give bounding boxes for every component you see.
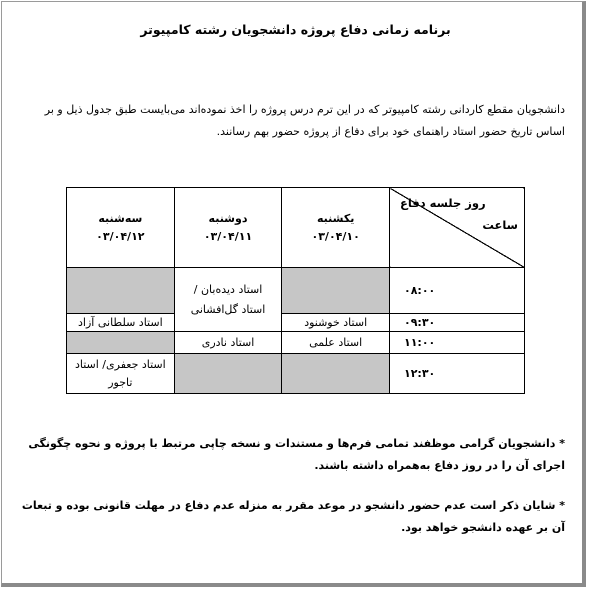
empty-slot <box>67 268 175 314</box>
table-corner-cell <box>390 188 525 268</box>
table-row <box>67 332 525 354</box>
slot-cell <box>174 268 282 332</box>
day-header-monday <box>174 188 282 268</box>
table-header-row <box>67 188 525 268</box>
time-slot: ۱۲:۳۰ <box>390 354 525 394</box>
day-name: دوشنبه <box>208 211 248 225</box>
empty-slot <box>174 354 282 394</box>
slot-cell: استاد خوشنود <box>282 314 390 332</box>
note-absence: * شایان ذکر است عدم حضور دانشجو در موعد مقرر به منزله عدم دفاع در مهلت قانونی بوده و تبعات آن بر عهده دانشجو خواهد بود. <box>21 499 565 534</box>
day-name: یکشنبه <box>316 211 355 225</box>
day-date: ۰۳/۰۴/۱۰ <box>311 229 360 243</box>
day-date: ۰۳/۰۴/۱۱ <box>203 229 253 243</box>
slot-cell: استاد نادری <box>174 332 282 354</box>
time-slot: ۱۱:۰۰ <box>390 332 525 354</box>
slot-cell <box>67 354 175 394</box>
defense-schedule-table <box>66 187 525 394</box>
day-header-tuesday <box>67 188 175 268</box>
advisor-name: استاد جعفری/ استاد تاجور <box>74 357 166 389</box>
table-row <box>67 314 525 332</box>
table-row <box>67 354 525 394</box>
empty-slot <box>67 332 175 354</box>
corner-time-label: ساعت <box>482 218 518 232</box>
day-name: سه‌شنبه <box>98 211 143 225</box>
time-slot: ۰۸:۰۰ <box>390 268 525 314</box>
intro-paragraph: دانشجویان مقطع کاردانی رشته کامپیوتر که در این ترم درس پروژه را اخذ نموده‌اند می‌بایست طبق جدول ذیل و بر اساس تاریخ حضور استاد راهنمای خود برای دفاع از پروژه حضور بهم رسانند. <box>44 103 565 138</box>
advisor-name: استاد دیده‌بان / استاد گل‌افشانی <box>190 282 266 316</box>
page-title: برنامه زمانی دفاع پروژه دانشجویان رشته کامپیوتر <box>140 22 451 37</box>
empty-slot <box>282 354 390 394</box>
table-row <box>67 268 525 314</box>
time-slot: ۰۹:۳۰ <box>390 314 525 332</box>
day-date: ۰۳/۰۴/۱۲ <box>96 229 145 243</box>
slot-cell: استاد سلطانی آزاد <box>67 314 175 332</box>
note-documents: * دانشجویان گرامی موظفند تمامی فرم‌ها و مستندات و نسخه چاپی مرتبط با پروژه و نحوه چگونگی اجرای آن را در روز دفاع به‌همراه داشته باشند. <box>28 437 565 472</box>
day-header-sunday <box>282 188 390 268</box>
empty-slot <box>282 268 390 314</box>
slot-cell: استاد علمی <box>282 332 390 354</box>
corner-day-label: روز جلسه دفاع <box>400 196 486 210</box>
